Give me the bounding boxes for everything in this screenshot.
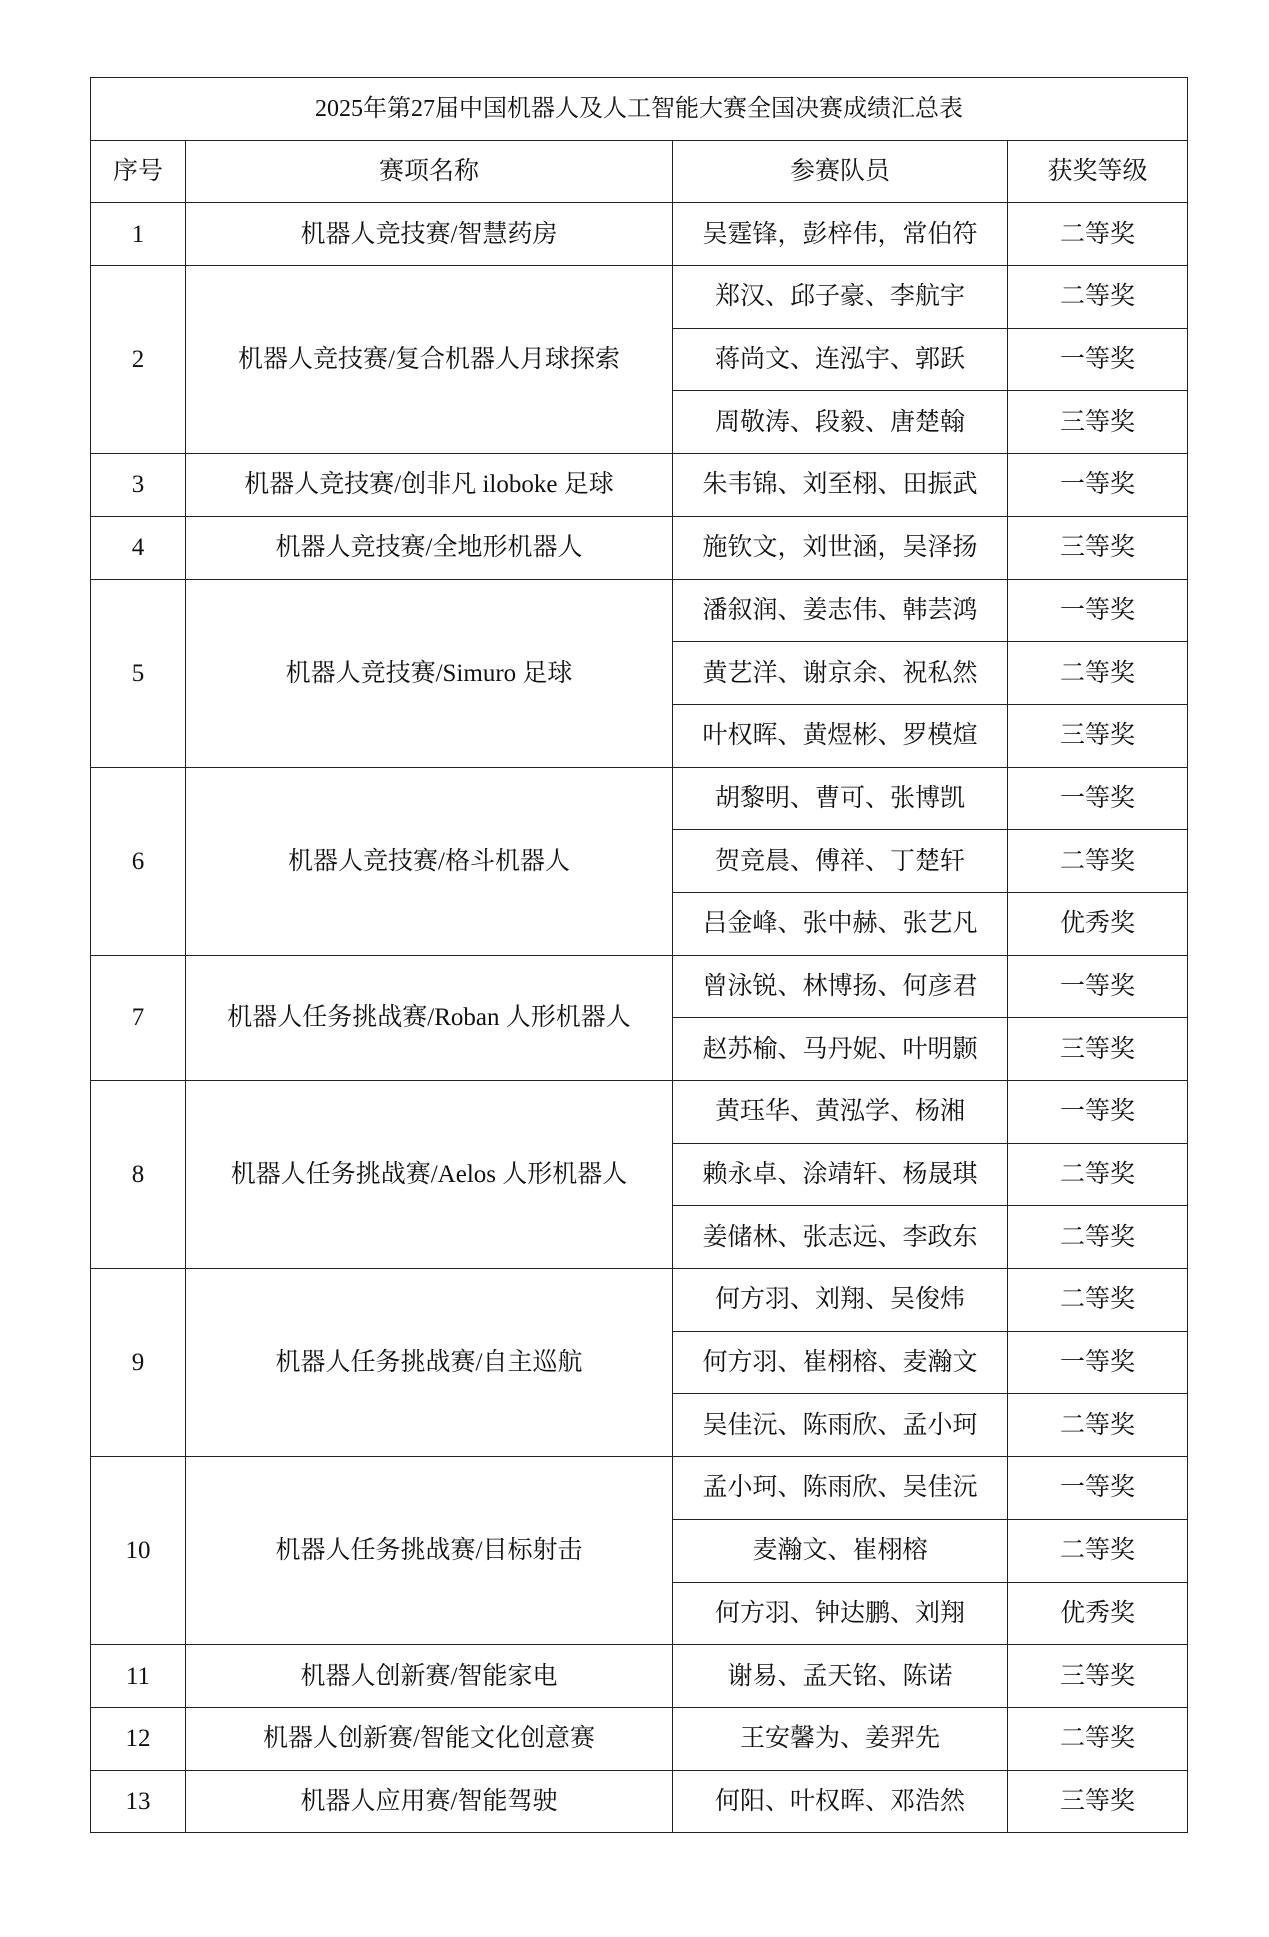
event-number: 1 — [91, 203, 186, 266]
award-level: 二等奖 — [1008, 642, 1188, 705]
team-members: 吴霆锋，彭梓伟，常伯符 — [673, 203, 1008, 266]
award-level: 优秀奖 — [1008, 1582, 1188, 1645]
table-title: 2025年第27届中国机器人及人工智能大赛全国决赛成绩汇总表 — [91, 78, 1188, 141]
table-row — [91, 1645, 1188, 1708]
team-members: 王安馨为、姜羿先 — [673, 1707, 1008, 1770]
event-number: 3 — [91, 454, 186, 517]
event-number: 2 — [91, 266, 186, 454]
team-members: 胡黎明、曹可、张博凯 — [673, 767, 1008, 830]
award-level: 一等奖 — [1008, 454, 1188, 517]
team-members: 吕金峰、张中赫、张艺凡 — [673, 892, 1008, 955]
award-level: 三等奖 — [1008, 391, 1188, 454]
event-name: 机器人竞技赛/复合机器人月球探索 — [186, 266, 673, 454]
award-level: 三等奖 — [1008, 516, 1188, 579]
team-members: 赵苏榆、马丹妮、叶明颢 — [673, 1018, 1008, 1081]
event-name: 机器人创新赛/智能文化创意赛 — [186, 1707, 673, 1770]
team-members: 黄珏华、黄泓学、杨湘 — [673, 1081, 1008, 1144]
table-row — [91, 516, 1188, 579]
award-level: 优秀奖 — [1008, 892, 1188, 955]
award-level: 二等奖 — [1008, 1394, 1188, 1457]
award-level: 二等奖 — [1008, 1143, 1188, 1206]
table-row — [91, 454, 1188, 517]
award-level: 一等奖 — [1008, 955, 1188, 1018]
team-members: 何方羽、崔栩榕、麦瀚文 — [673, 1331, 1008, 1394]
event-name: 机器人竞技赛/Simuro 足球 — [186, 579, 673, 767]
award-level: 二等奖 — [1008, 1707, 1188, 1770]
award-level: 二等奖 — [1008, 203, 1188, 266]
event-name: 机器人竞技赛/智慧药房 — [186, 203, 673, 266]
team-members: 何方羽、刘翔、吴俊炜 — [673, 1269, 1008, 1332]
table-row — [91, 203, 1188, 266]
event-number: 11 — [91, 1645, 186, 1708]
team-members: 黄艺洋、谢京余、祝私然 — [673, 642, 1008, 705]
award-level: 二等奖 — [1008, 1206, 1188, 1269]
award-level: 一等奖 — [1008, 1331, 1188, 1394]
header-row — [91, 140, 1188, 203]
event-number: 6 — [91, 767, 186, 955]
event-number: 13 — [91, 1770, 186, 1833]
team-members: 曾泳锐、林博扬、何彦君 — [673, 955, 1008, 1018]
team-members: 姜储林、张志远、李政东 — [673, 1206, 1008, 1269]
award-level: 二等奖 — [1008, 830, 1188, 893]
event-name: 机器人任务挑战赛/自主巡航 — [186, 1269, 673, 1457]
team-members: 麦瀚文、崔栩榕 — [673, 1519, 1008, 1582]
table-row — [91, 1269, 1188, 1332]
header-members: 参赛队员 — [673, 140, 1008, 203]
award-level: 二等奖 — [1008, 1269, 1188, 1332]
table-row — [91, 579, 1188, 642]
header-award: 获奖等级 — [1008, 140, 1188, 203]
team-members: 何阳、叶权晖、邓浩然 — [673, 1770, 1008, 1833]
event-number: 8 — [91, 1081, 186, 1269]
award-level: 二等奖 — [1008, 1519, 1188, 1582]
event-number: 9 — [91, 1269, 186, 1457]
event-number: 7 — [91, 955, 186, 1080]
event-name: 机器人创新赛/智能家电 — [186, 1645, 673, 1708]
team-members: 孟小珂、陈雨欣、吴佳沅 — [673, 1457, 1008, 1520]
event-name: 机器人竞技赛/格斗机器人 — [186, 767, 673, 955]
table-row — [91, 1707, 1188, 1770]
award-level: 二等奖 — [1008, 266, 1188, 329]
event-number: 12 — [91, 1707, 186, 1770]
award-level: 三等奖 — [1008, 704, 1188, 767]
team-members: 叶权晖、黄煜彬、罗模煊 — [673, 704, 1008, 767]
team-members: 施钦文，刘世涵，吴泽扬 — [673, 516, 1008, 579]
event-name: 机器人竞技赛/创非凡 iloboke 足球 — [186, 454, 673, 517]
team-members: 蒋尚文、连泓宇、郭跃 — [673, 328, 1008, 391]
award-level: 三等奖 — [1008, 1770, 1188, 1833]
award-level: 三等奖 — [1008, 1018, 1188, 1081]
award-level: 一等奖 — [1008, 1457, 1188, 1520]
team-members: 郑汉、邱子豪、李航宇 — [673, 266, 1008, 329]
results-table — [90, 77, 1188, 1833]
title-row — [91, 78, 1188, 141]
header-event: 赛项名称 — [186, 140, 673, 203]
event-name: 机器人应用赛/智能驾驶 — [186, 1770, 673, 1833]
award-level: 一等奖 — [1008, 767, 1188, 830]
event-name: 机器人任务挑战赛/Aelos 人形机器人 — [186, 1081, 673, 1269]
event-number: 4 — [91, 516, 186, 579]
event-number: 10 — [91, 1457, 186, 1645]
award-level: 一等奖 — [1008, 579, 1188, 642]
event-name: 机器人任务挑战赛/目标射击 — [186, 1457, 673, 1645]
team-members: 吴佳沅、陈雨欣、孟小珂 — [673, 1394, 1008, 1457]
header-no: 序号 — [91, 140, 186, 203]
team-members: 何方羽、钟达鹏、刘翔 — [673, 1582, 1008, 1645]
table-row — [91, 1081, 1188, 1144]
team-members: 谢易、孟天铭、陈诺 — [673, 1645, 1008, 1708]
team-members: 朱韦锦、刘至栩、田振武 — [673, 454, 1008, 517]
event-number: 5 — [91, 579, 186, 767]
award-level: 一等奖 — [1008, 1081, 1188, 1144]
team-members: 周敬涛、段毅、唐楚翰 — [673, 391, 1008, 454]
team-members: 潘叙润、姜志伟、韩芸鸿 — [673, 579, 1008, 642]
event-name: 机器人任务挑战赛/Roban 人形机器人 — [186, 955, 673, 1080]
award-level: 一等奖 — [1008, 328, 1188, 391]
table-row — [91, 266, 1188, 329]
team-members: 赖永卓、涂靖轩、杨晟琪 — [673, 1143, 1008, 1206]
table-row — [91, 767, 1188, 830]
event-name: 机器人竞技赛/全地形机器人 — [186, 516, 673, 579]
team-members: 贺竞晨、傅祥、丁楚轩 — [673, 830, 1008, 893]
award-level: 三等奖 — [1008, 1645, 1188, 1708]
table-row — [91, 955, 1188, 1018]
table-row — [91, 1770, 1188, 1833]
table-row — [91, 1457, 1188, 1520]
